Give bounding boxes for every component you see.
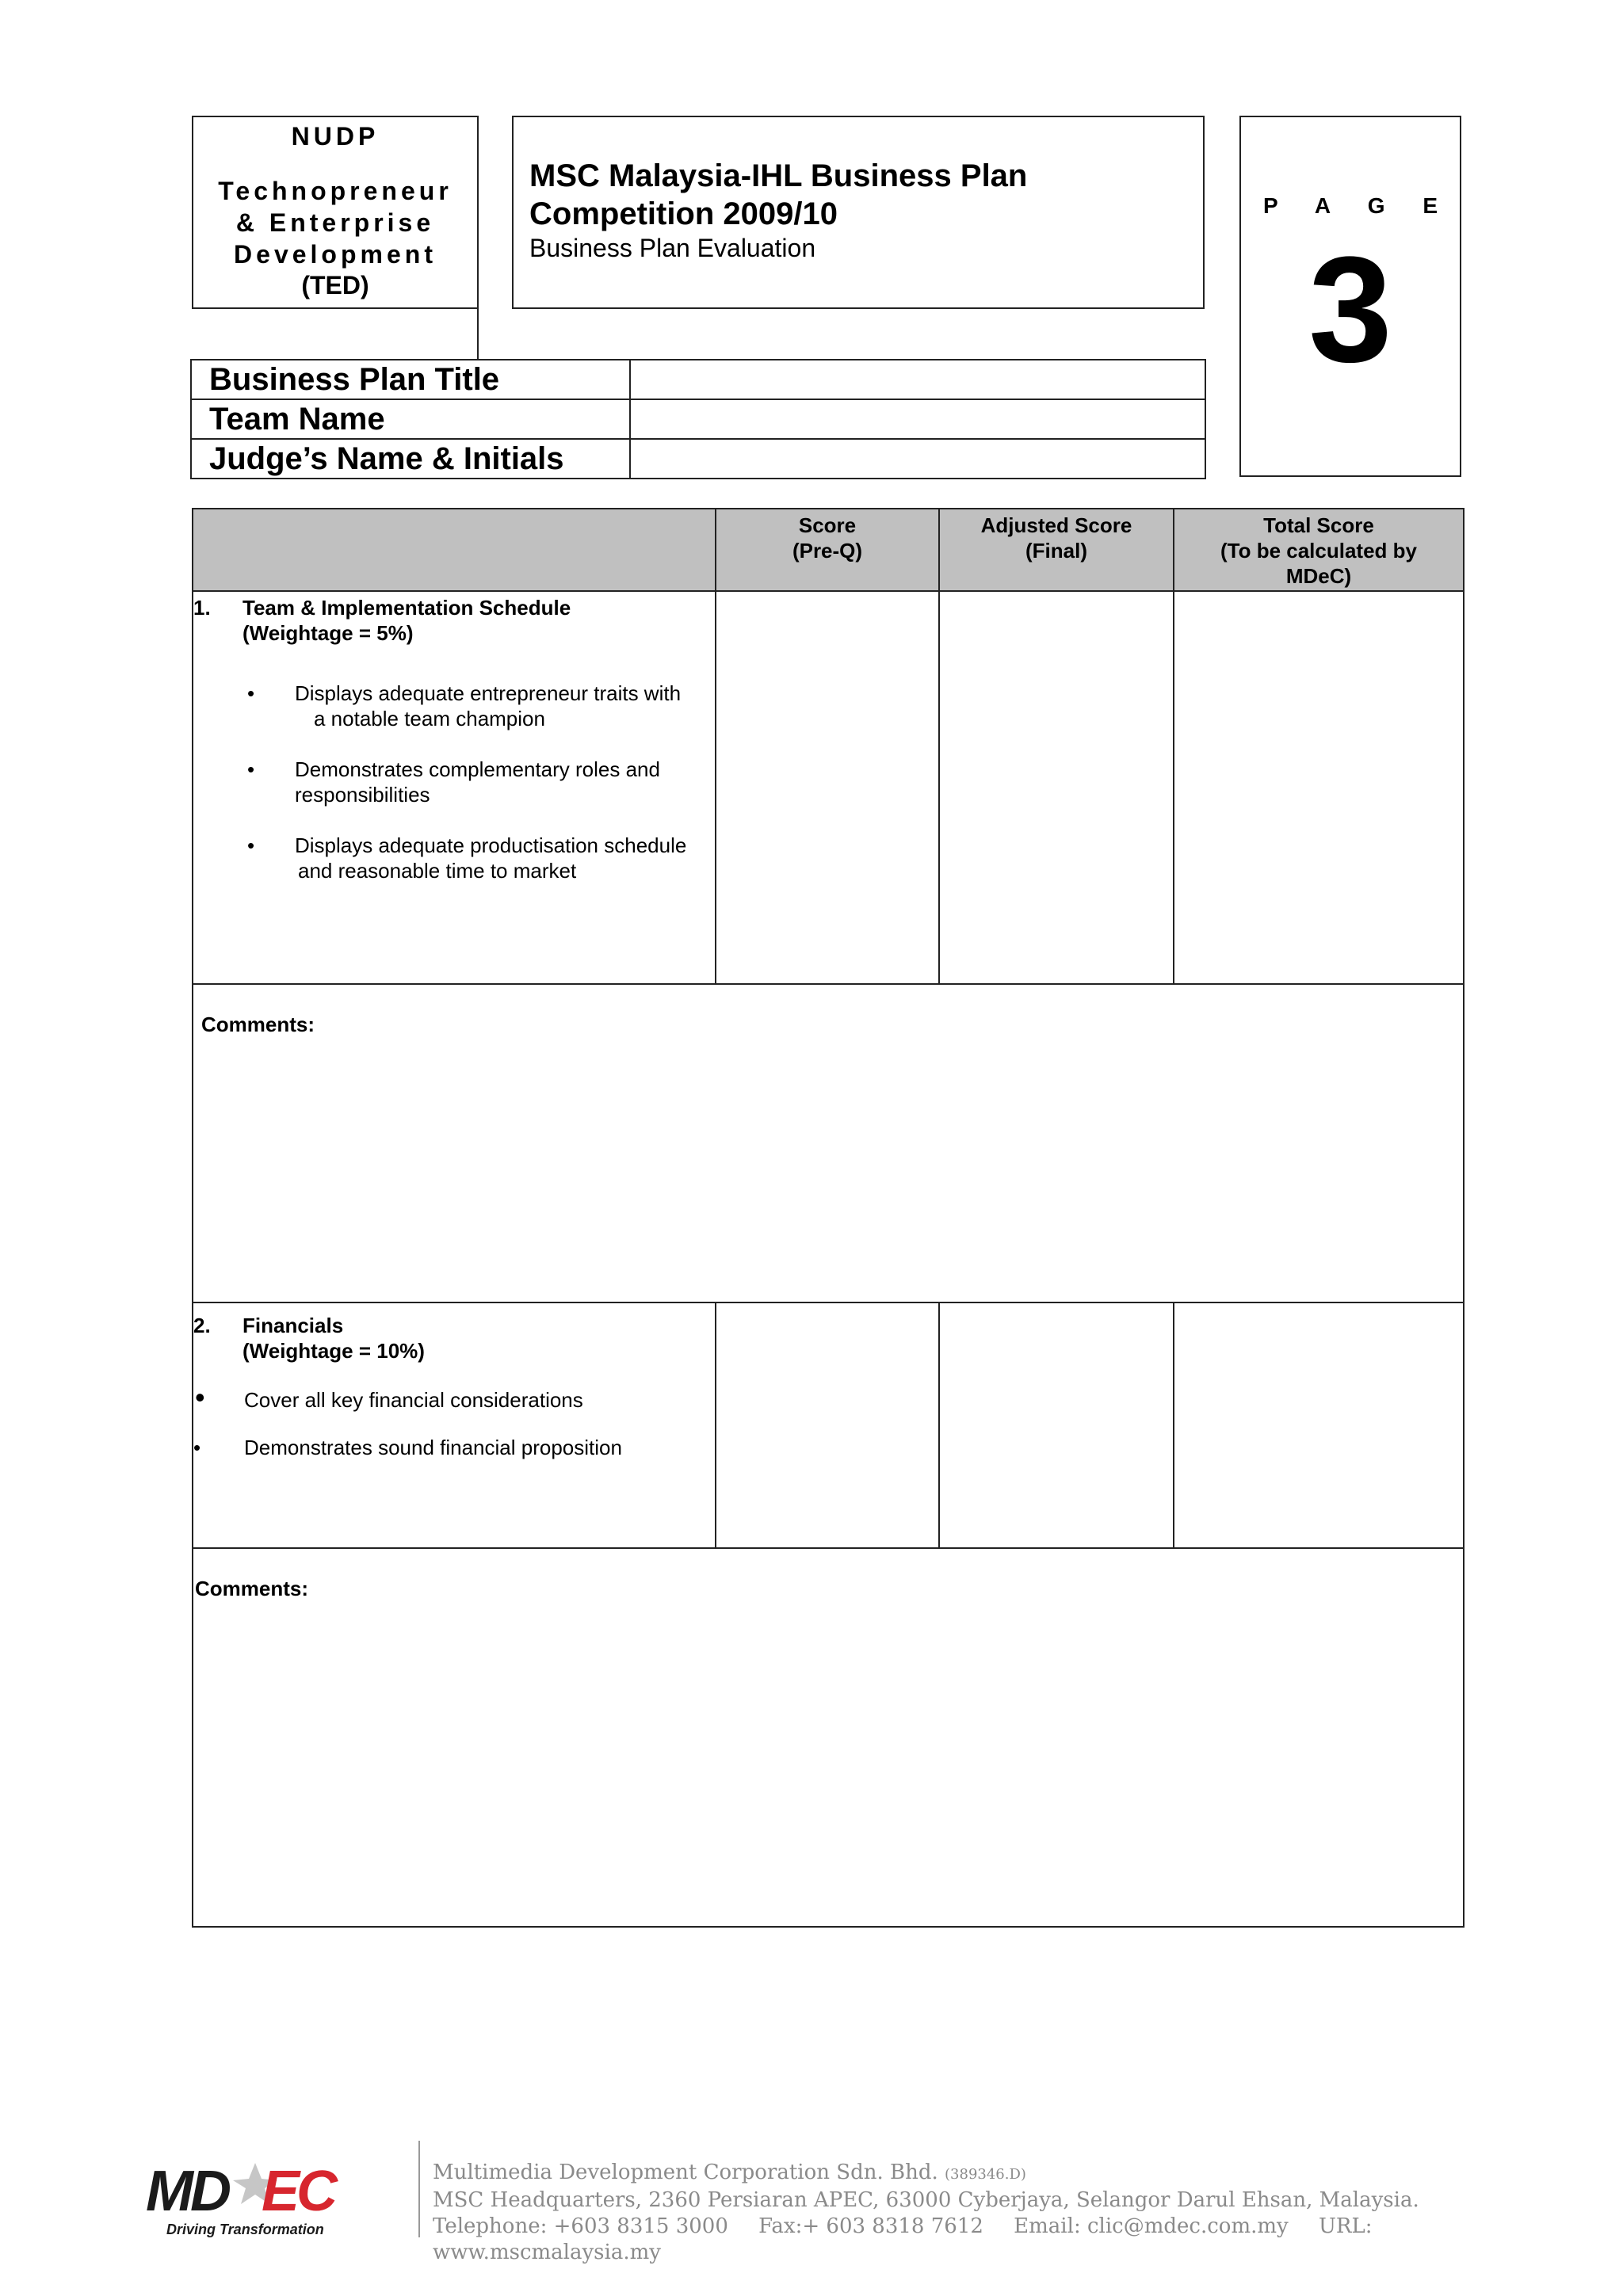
footer-url[interactable]: URL: www.mscmalaysia.my	[433, 2214, 1373, 2264]
criterion-row	[193, 1302, 1464, 1548]
page-label: P A G E	[1262, 193, 1454, 218]
footer-fax: Fax:+ 603 8318 7612	[758, 2214, 983, 2238]
column-header-adjusted-score	[939, 509, 1174, 591]
bullet-line: Displays adequate productisation schedule	[295, 833, 687, 857]
mdec-logo	[143, 2152, 404, 2239]
criterion-title	[193, 1313, 715, 1338]
footer-divider	[418, 2141, 420, 2237]
list-item	[193, 1381, 715, 1413]
division-name	[193, 175, 477, 270]
header-line: (To be calculated by	[1220, 539, 1417, 563]
header-line: Total Score	[1263, 513, 1374, 537]
column-header-score	[716, 509, 939, 591]
comments-row	[193, 1548, 1464, 1927]
registration-number: (389346.D)	[945, 2166, 1026, 2183]
bullet-icon: •	[247, 757, 255, 781]
judge-name-field[interactable]	[630, 439, 1205, 479]
footer-company-line	[433, 2160, 1590, 2187]
bullet-icon: •	[247, 681, 255, 705]
title-line: MSC Malaysia-IHL Business Plan	[529, 158, 1028, 193]
header-line: Score	[798, 513, 857, 537]
criterion-cell	[193, 591, 716, 984]
weightage-text: (Weightage = 10%)	[242, 1339, 425, 1363]
bullet-line: Displays adequate entrepreneur traits with	[295, 681, 682, 705]
division-line: Development	[234, 240, 437, 269]
bullet-line: Demonstrates complementary roles and	[295, 757, 660, 781]
info-row	[191, 439, 1205, 479]
evaluation-table	[192, 508, 1465, 1928]
division-line: Technopreneur	[218, 177, 453, 205]
footer-contact-line	[433, 2214, 1590, 2266]
bullet-line: responsibilities	[295, 783, 430, 807]
logo-text-right: EC	[262, 2160, 335, 2223]
header-line: (Pre-Q)	[792, 539, 863, 563]
criterion-bullets	[193, 681, 715, 883]
bullet-line: and reasonable time to market	[298, 859, 577, 883]
team-name-field[interactable]	[630, 399, 1205, 439]
divider-line	[477, 307, 479, 360]
bullet-line: Cover all key financial considerations	[244, 1388, 583, 1412]
criterion-name: Team & Implementation Schedule	[242, 596, 571, 620]
criterion-weight	[193, 620, 715, 646]
page-number: 3	[1308, 226, 1392, 394]
info-fields-table	[190, 359, 1206, 479]
document-title	[529, 157, 1203, 233]
criterion-bullets	[193, 1381, 715, 1460]
list-item	[193, 757, 715, 807]
criterion-name: Financials	[242, 1314, 344, 1337]
logo-text-left: MD	[146, 2160, 228, 2223]
list-item	[193, 1435, 715, 1460]
company-name: Multimedia Development Corporation Sdn. Bhd.	[433, 2161, 938, 2184]
bullet-icon: •	[195, 1381, 205, 1413]
list-item	[193, 681, 715, 731]
info-label: Judge’s Name & Initials	[191, 439, 630, 479]
title-line: Competition 2009/10	[529, 196, 838, 231]
criterion-number: 2.	[193, 1314, 211, 1337]
score-pre-q-cell[interactable]	[716, 1302, 939, 1548]
comments-row	[193, 984, 1464, 1302]
document-title-box	[512, 116, 1205, 309]
info-label: Team Name	[191, 399, 630, 439]
info-label: Business Plan Title	[191, 360, 630, 399]
criterion-cell	[193, 1302, 716, 1548]
adjusted-score-cell[interactable]	[939, 1302, 1174, 1548]
business-plan-title-field[interactable]	[630, 360, 1205, 399]
mdec-logo-graphic	[143, 2152, 404, 2239]
criterion-number: 1.	[193, 596, 211, 620]
info-row	[191, 360, 1205, 399]
logo-tagline: Driving Transformation	[166, 2222, 324, 2237]
bullet-line: Demonstrates sound financial proposition	[244, 1436, 622, 1459]
criterion-title	[193, 595, 715, 620]
comments-cell[interactable]	[193, 984, 1464, 1302]
footer-contact	[433, 2160, 1590, 2266]
footer-email[interactable]: Email: clic@mdec.com.my	[1014, 2214, 1289, 2238]
comments-label: Comments:	[195, 1577, 309, 1600]
comments-label: Comments:	[201, 1013, 315, 1036]
info-row	[191, 399, 1205, 439]
header-line: MDeC)	[1285, 564, 1352, 588]
header-line: (Final)	[1025, 539, 1087, 563]
table-header-row	[193, 509, 1464, 591]
comments-cell[interactable]	[193, 1548, 1464, 1927]
footer-telephone: Telephone: +603 8315 3000	[433, 2214, 728, 2238]
bullet-line: a notable team champion	[314, 707, 545, 730]
division-abbr: (TED)	[301, 271, 369, 299]
header-line: Adjusted Score	[980, 513, 1132, 537]
column-header-total-score	[1174, 509, 1464, 591]
org-name: NUDP	[291, 122, 380, 151]
footer-address: MSC Headquarters, 2360 Persiaran APEC, 63000 Cyberjaya, Selangor Darul Ehsan, Malaysia.	[433, 2188, 1419, 2212]
list-item	[193, 833, 715, 883]
page-number-box	[1239, 116, 1461, 477]
weightage-text: (Weightage = 5%)	[242, 621, 414, 645]
adjusted-score-cell[interactable]	[939, 591, 1174, 984]
total-score-cell[interactable]	[1174, 1302, 1464, 1548]
nudp-division-box	[192, 116, 479, 309]
criterion-row	[193, 591, 1464, 984]
division-line: & Enterprise	[235, 208, 435, 237]
score-pre-q-cell[interactable]	[716, 591, 939, 984]
total-score-cell[interactable]	[1174, 591, 1464, 984]
document-subtitle: Business Plan Evaluation	[529, 234, 816, 262]
bullet-icon: •	[193, 1436, 201, 1459]
criterion-weight	[193, 1338, 715, 1363]
criteria-header	[193, 509, 716, 591]
bullet-icon: •	[247, 833, 255, 857]
